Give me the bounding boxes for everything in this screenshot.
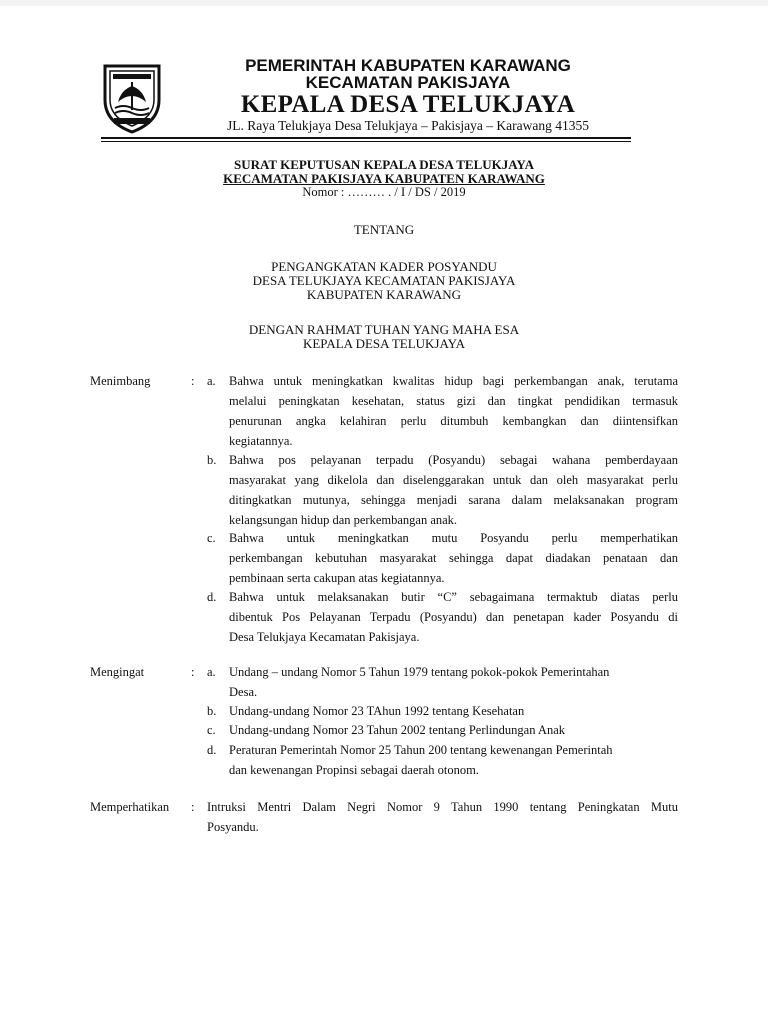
page-top-edge [0, 0, 768, 6]
memperhatikan-label: Memperhatikan [90, 800, 170, 814]
mengingat-item-a-line: Undang – undang Nomor 5 Tahun 1979 tentang pokok-pokok Pemerintahan [229, 665, 610, 679]
letterhead-rule-thick [101, 137, 631, 139]
menimbang-item-c-line: perkembangan kebutuhan masyarakat sehingga dapat diadakan penataan dan [229, 551, 678, 565]
letterhead-district: KECAMATAN PAKISJAYA [305, 73, 511, 92]
decree-number: Nomor : ……… . / I / DS / 2019 [302, 185, 466, 199]
menimbang-item-b-line: Bahwa pos pelayanan terpadu (Posyandu) sebagai wahana pemberdayaan [229, 453, 678, 467]
mengingat-item-d-line: dan kewenangan Propinsi sebagai daerah otonom. [229, 763, 479, 777]
decree-subject-line3: KABUPATEN KARAWANG [306, 287, 462, 302]
regency-emblem-icon [101, 60, 163, 134]
mengingat-item-d [229, 740, 678, 780]
memperhatikan-line: Posyandu. [207, 820, 259, 834]
menimbang-label: Menimbang [90, 374, 151, 388]
menimbang-item-b-line: masyarakat yang dikelola dan diselenggarakan untuk dan oleh masyarakat perlu [229, 473, 678, 487]
mengingat-item-d-mark: d. [207, 743, 217, 757]
letterhead-village-head: KEPALA DESA TELUKJAYA [240, 91, 576, 118]
memperhatikan-line: Intruksi Mentri Dalam Negri Nomor 9 Tahun 1990 tentang Peningkatan Mutu [207, 800, 678, 814]
menimbang-item-d-line: Desa Telukjaya Kecamatan Pakisjaya. [229, 630, 420, 644]
mengingat-item-c-line: Undang-undang Nomor 23 Tahun 2002 tentang Perlindungan Anak [229, 723, 565, 737]
mengingat-label: Mengingat [90, 665, 145, 679]
mengingat-colon: : [191, 665, 195, 679]
menimbang-item-a-line: melalui peningkatan kesehatan, status gizi dan tingkat pendidikan termasuk [229, 394, 678, 408]
menimbang-colon: : [191, 374, 195, 388]
mengingat-item-a-line: Desa. [229, 685, 258, 699]
menimbang-item-b-line: ditingkatkan mutunya, sehingga menjadi sarana dalam melaksanakan program [229, 493, 678, 507]
decree-about: TENTANG [353, 222, 415, 237]
menimbang-item-a-line: kegiatannya. [229, 434, 293, 448]
mengingat-item-a [229, 662, 678, 702]
menimbang-item-c-mark: c. [207, 531, 216, 545]
mengingat-item-b-mark: b. [207, 704, 217, 718]
decree-subject-line1: PENGANGKATAN KADER POSYANDU [271, 259, 497, 274]
menimbang-item-d-line: Bahwa untuk melaksanakan butir “C” sebagaimana termaktub diatas perlu [229, 590, 678, 604]
mengingat-item-d-line: Peraturan Pemerintah Nomor 25 Tahun 200 tentang kewenangan Pemerintah [229, 743, 613, 757]
decree-grace-line2: KEPALA DESA TELUKJAYA [302, 336, 466, 351]
memperhatikan-text [207, 797, 678, 837]
decree-title-line2: KECAMATAN PAKISJAYA KABUPATEN KARAWANG [223, 171, 545, 186]
memperhatikan-colon: : [191, 800, 195, 814]
mengingat-item-a-mark: a. [207, 665, 216, 679]
decree-title-line1: SURAT KEPUTUSAN KEPALA DESA TELUKJAYA [233, 157, 535, 172]
letterhead-address: JL. Raya Telukjaya Desa Telukjaya – Pakisjaya – Karawang 41355 [226, 118, 589, 133]
mengingat-item-c-mark: c. [207, 723, 216, 737]
menimbang-item-a-line: Bahwa untuk meningkatkan kwalitas hidup bagi perkembangan anak, terutama [229, 374, 678, 388]
menimbang-item-c-line: Bahwa untuk meningkatkan mutu Posyandu perlu memperhatikan [229, 531, 678, 545]
letterhead-government: PEMERINTAH KABUPATEN KARAWANG [245, 56, 571, 75]
menimbang-item-b [229, 450, 678, 530]
menimbang-item-b-line: kelangsungan hidup dan perkembangan anak. [229, 513, 458, 527]
mengingat-item-b [229, 701, 678, 721]
menimbang-item-d-mark: d. [207, 590, 217, 604]
decree-subject-line2: DESA TELUKJAYA KECAMATAN PAKISJAYA [252, 273, 516, 288]
menimbang-item-b-mark: b. [207, 453, 217, 467]
menimbang-item-d-line: dibentuk Pos Pelayanan Terpadu (Posyandu) dan penetapan kader Posyandu di [229, 610, 678, 624]
decree-grace-line1: DENGAN RAHMAT TUHAN YANG MAHA ESA [248, 322, 520, 337]
letterhead-rule-thin [101, 141, 631, 142]
menimbang-item-a-mark: a. [207, 374, 216, 388]
menimbang-item-c [229, 528, 678, 588]
mengingat-item-b-line: Undang-undang Nomor 23 TAhun 1992 tentang Kesehatan [229, 704, 525, 718]
menimbang-item-d [229, 587, 678, 647]
mengingat-item-c [229, 720, 678, 740]
menimbang-item-a [229, 371, 678, 451]
menimbang-item-c-line: pembinaan serta cakupan atas kegiatannya. [229, 571, 445, 585]
menimbang-item-a-line: penurunan angka kelahiran perlu ditumbuh kembangkan dan diintensifkan [229, 414, 678, 428]
